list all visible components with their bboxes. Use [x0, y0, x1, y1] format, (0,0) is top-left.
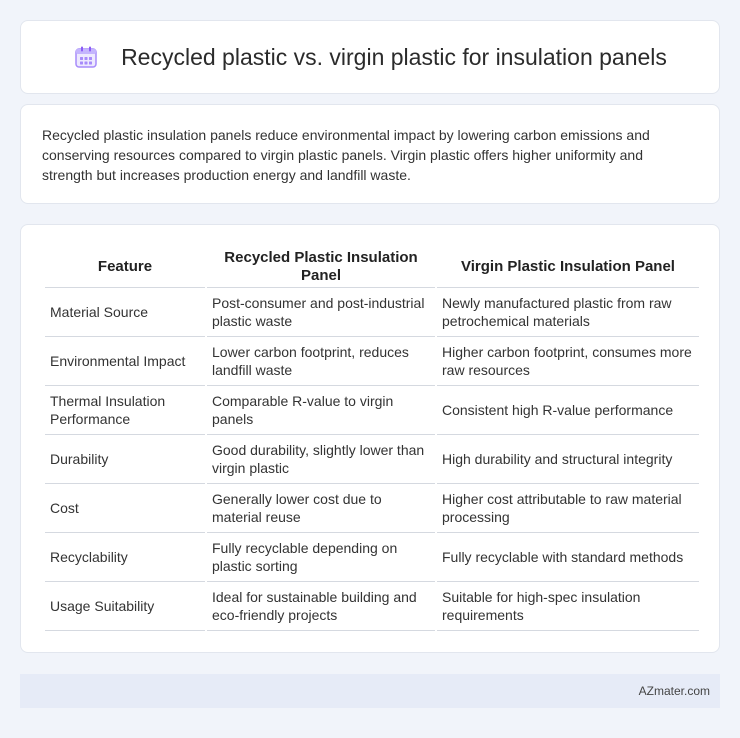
feature-cell: Durability [45, 435, 205, 484]
page-title: Recycled plastic vs. virgin plastic for insulation panels [121, 43, 667, 70]
column-header-virgin: Virgin Plastic Insulation Panel [437, 247, 699, 288]
recycled-cell: Fully recyclable depending on plastic sorting [207, 533, 435, 582]
virgin-cell: Consistent high R-value performance [437, 386, 699, 435]
feature-cell: Material Source [45, 288, 205, 337]
table-row [45, 288, 699, 337]
table-row [45, 484, 699, 533]
table-row [45, 582, 699, 631]
footer-site-name: AZmater.com [638, 684, 710, 698]
table-row [45, 533, 699, 582]
recycled-cell: Comparable R-value to virgin panels [207, 386, 435, 435]
recycled-cell: Generally lower cost due to material reuse [207, 484, 435, 533]
table-row [45, 337, 699, 386]
table-row [45, 386, 699, 435]
virgin-cell: Newly manufactured plastic from raw petrochemical materials [437, 288, 699, 337]
feature-cell: Environmental Impact [45, 337, 205, 386]
summary-card [20, 104, 720, 204]
virgin-cell: Fully recyclable with standard methods [437, 533, 699, 582]
column-header-recycled: Recycled Plastic Insulation Panel [207, 247, 435, 288]
feature-cell: Recyclability [45, 533, 205, 582]
feature-cell: Thermal Insulation Performance [45, 386, 205, 435]
recycled-cell: Lower carbon footprint, reduces landfill waste [207, 337, 435, 386]
table-row [45, 435, 699, 484]
table-header-row [45, 247, 699, 288]
virgin-cell: Higher cost attributable to raw material processing [437, 484, 699, 533]
recycled-cell: Post-consumer and post-industrial plastic waste [207, 288, 435, 337]
calendar-icon [73, 44, 99, 70]
title-card [20, 20, 720, 94]
footer [20, 674, 720, 708]
comparison-table-card [20, 224, 720, 653]
column-header-feature: Feature [45, 247, 205, 288]
summary-text: Recycled plastic insulation panels reduce environmental impact by lowering carbon emissions and conserving resources compared to virgin plastic panels. Virgin plastic offers higher uniformity and strength but increases production energy and landfill waste. [42, 127, 650, 183]
recycled-cell: Ideal for sustainable building and eco-friendly projects [207, 582, 435, 631]
recycled-cell: Good durability, slightly lower than virgin plastic [207, 435, 435, 484]
virgin-cell: Suitable for high-spec insulation requirements [437, 582, 699, 631]
virgin-cell: High durability and structural integrity [437, 435, 699, 484]
feature-cell: Usage Suitability [45, 582, 205, 631]
feature-cell: Cost [45, 484, 205, 533]
virgin-cell: Higher carbon footprint, consumes more raw resources [437, 337, 699, 386]
comparison-table [43, 247, 701, 631]
